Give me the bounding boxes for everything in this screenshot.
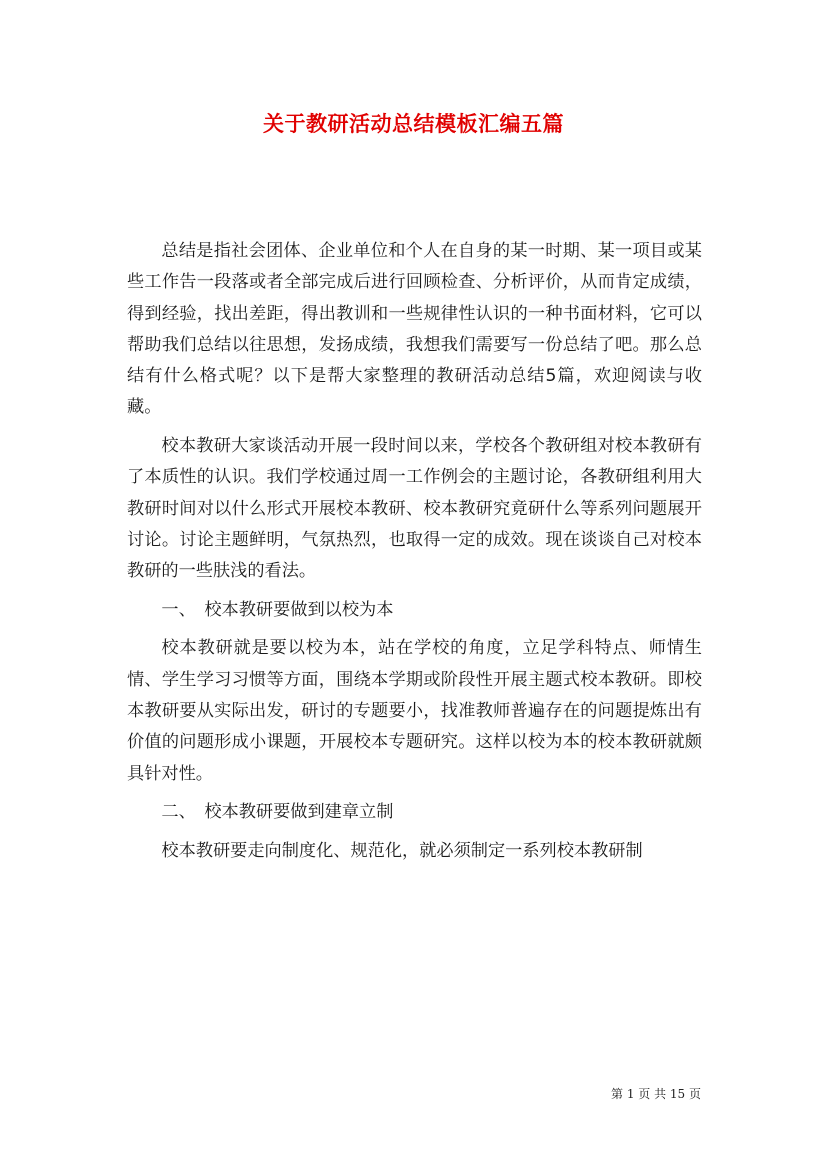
section-heading-1: 一、 校本教研要做到以校为本	[161, 599, 394, 620]
paragraph-section-2: 校本教研要走向制度化、规范化，就必须制定一系列校本教研制	[161, 840, 643, 861]
section-heading-2: 二、 校本教研要做到建章立制	[161, 802, 394, 823]
paragraph-overview: 校本教研大家谈活动开展一段时间以来，学校各个教研组对校本教研有了本质性的认识。我们学校通过周一工作例会的主题讨论，各教研组利用大教研时间对以什么形式开展校本教研、校本教研究竟研什么等系列问题展开讨论。讨论主题鲜明，气氛热烈，也取得一定的成效。现在谈谈自己对校本教研的一些肤浅的看法。	[127, 436, 702, 582]
document-body	[127, 236, 702, 874]
paragraph-intro: 总结是指社会团体、企业单位和个人在自身的某一时期、某一项目或某些工作告一段落或者全部完成后进行回顾检查、分析评价，从而肯定成绩，得到经验，找出差距，得出教训和一些规律性认识的一种书面材料，它可以帮助我们总结以往思想，发扬成绩，我想我们需要写一份总结了吧。那么总结有什么格式呢？以下是帮大家整理的教研活动总结5篇，欢迎阅读与收藏。	[127, 241, 702, 418]
page-number: 第 1 页 共 15 页	[611, 1087, 701, 1101]
document-title: 关于教研活动总结模板汇编五篇	[263, 111, 564, 136]
paragraph-section-1: 校本教研就是要以校为本，站在学校的角度，立足学科特点、师情生情、学生学习习惯等方面，围绕本学期或阶段性开展主题式校本教研。即校本教研要从实际出发，研讨的专题要小，找准教师普遍存在的问题提炼出有价值的问题形成小课题，开展校本专题研究。这样以校为本的校本教研就颇具针对性。	[127, 638, 702, 784]
